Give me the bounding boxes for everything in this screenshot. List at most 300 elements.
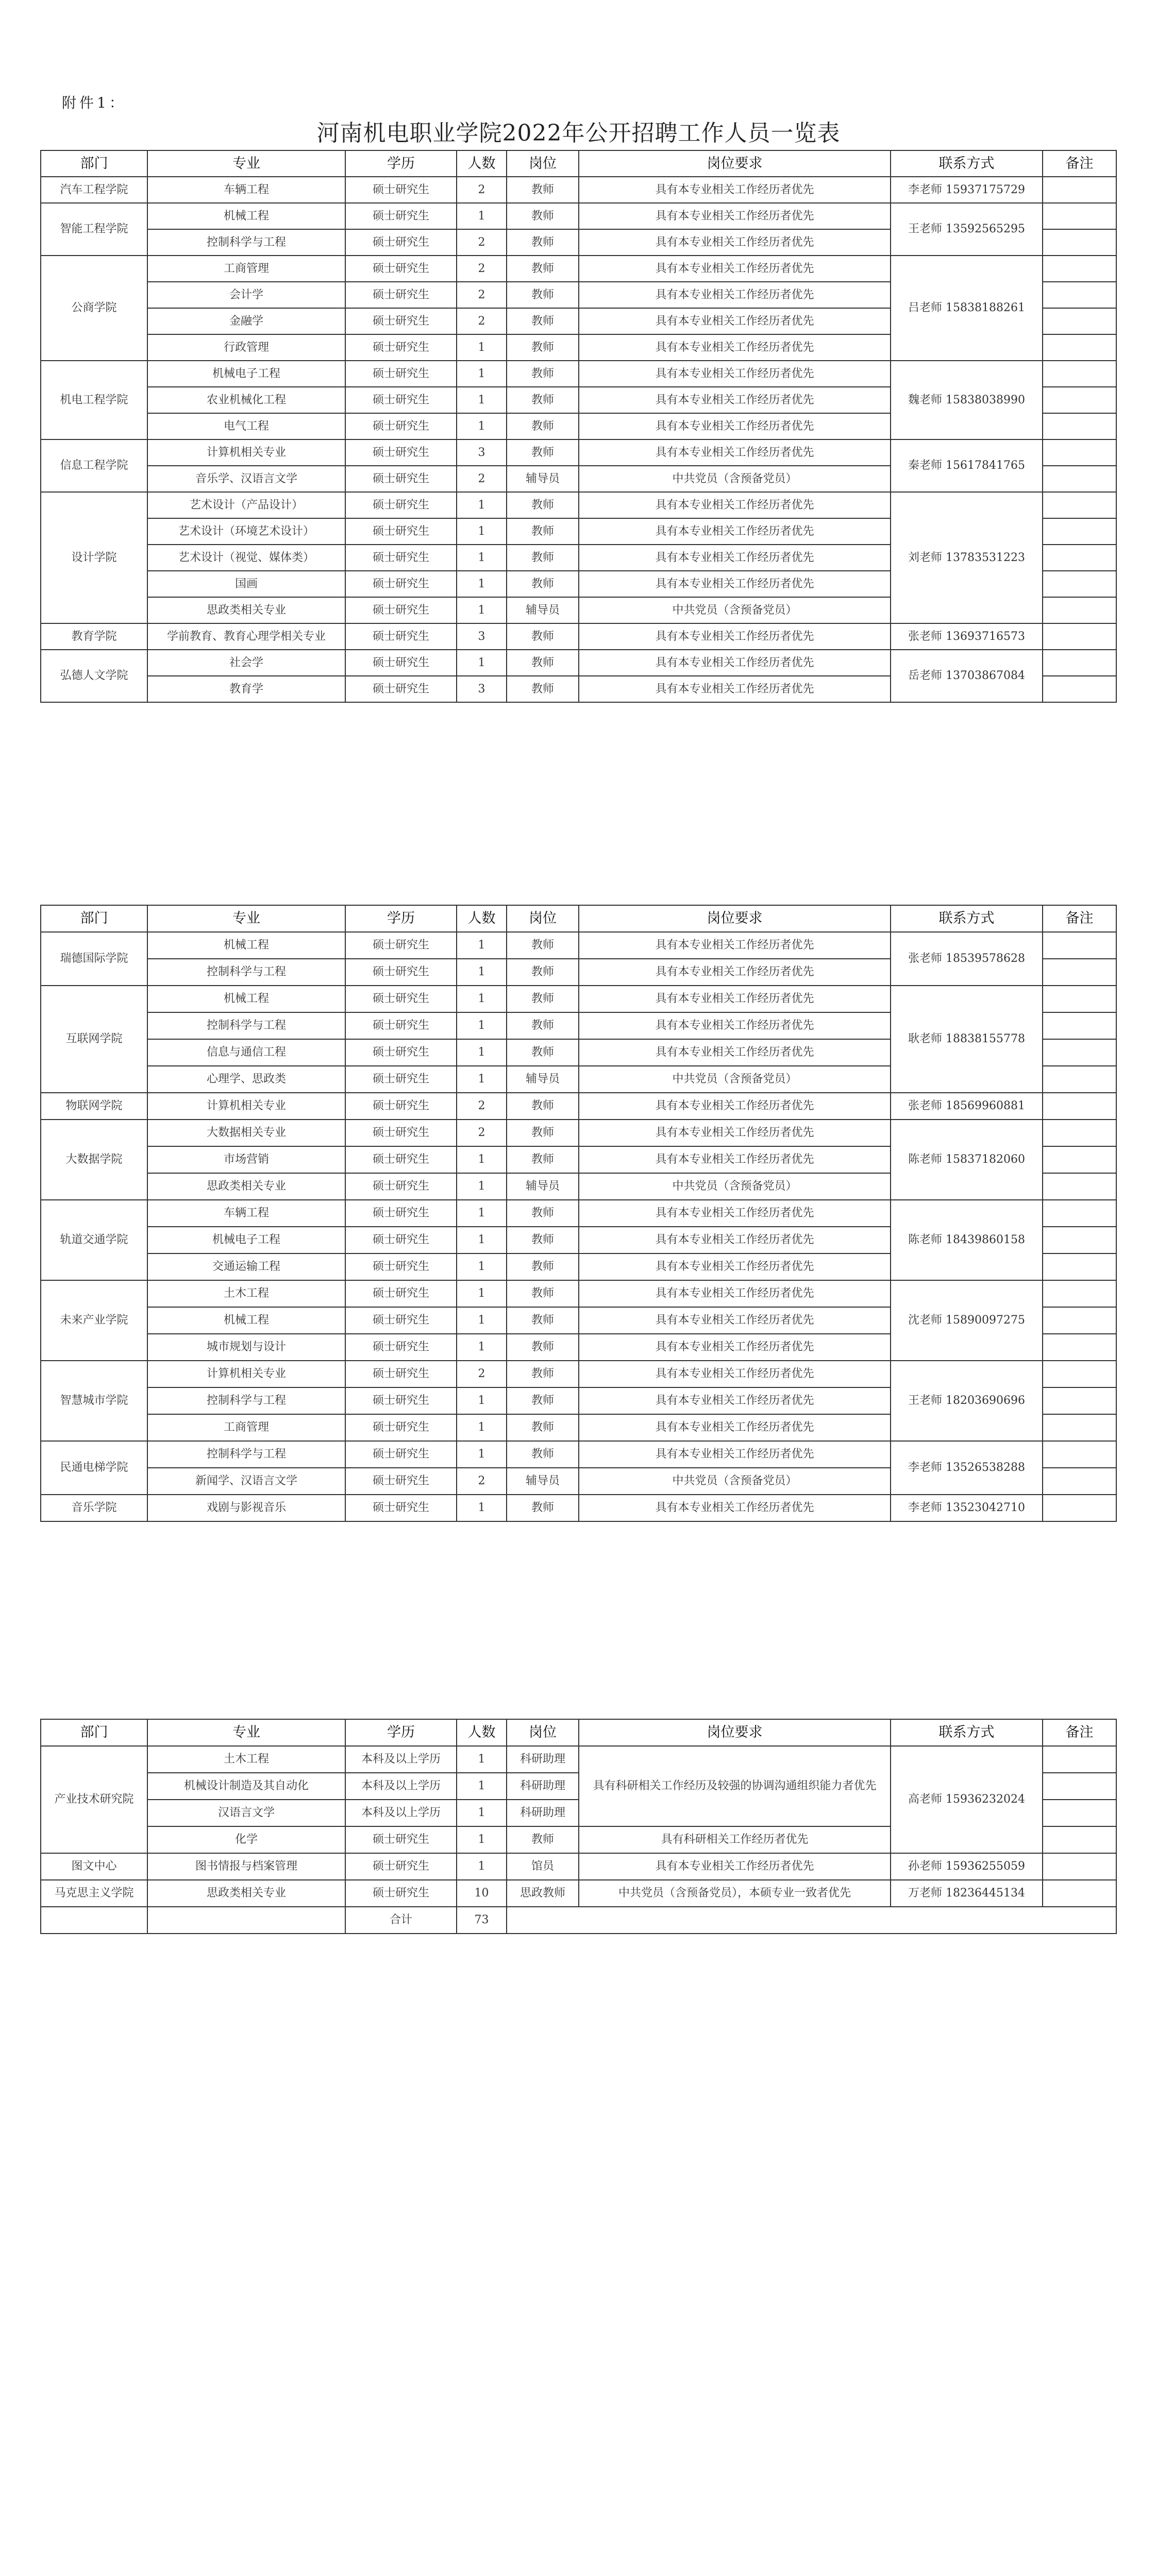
remarks-cell xyxy=(1043,1012,1116,1039)
position-cell: 教师 xyxy=(507,1253,579,1280)
remarks-cell xyxy=(1043,1280,1116,1307)
major-cell: 金融学 xyxy=(147,308,345,334)
education-cell: 硕士研究生 xyxy=(345,492,457,518)
education-cell: 硕士研究生 xyxy=(345,1387,457,1414)
table-row xyxy=(41,1200,1116,1227)
position-cell: 辅导员 xyxy=(507,597,579,623)
department-cell: 智慧城市学院 xyxy=(41,1361,147,1441)
table-row xyxy=(41,256,1116,282)
education-cell: 硕士研究生 xyxy=(345,1120,457,1146)
position-cell: 教师 xyxy=(507,623,579,650)
total-count-cell: 73 xyxy=(457,1907,507,1934)
requirements-cell: 具有本专业相关工作经历者优先 xyxy=(579,986,891,1012)
count-cell: 1 xyxy=(457,1146,507,1173)
requirements-cell: 具有本专业相关工作经历者优先 xyxy=(579,1039,891,1066)
department-cell: 音乐学院 xyxy=(41,1495,147,1521)
major-cell: 机械工程 xyxy=(147,1307,345,1334)
position-cell: 辅导员 xyxy=(507,1066,579,1093)
position-cell: 教师 xyxy=(507,1387,579,1414)
department-cell: 教育学院 xyxy=(41,623,147,650)
major-cell: 计算机相关专业 xyxy=(147,1361,345,1387)
requirements-cell: 具有科研相关工作经历者优先 xyxy=(579,1826,891,1853)
education-cell: 硕士研究生 xyxy=(345,571,457,597)
education-cell: 硕士研究生 xyxy=(345,308,457,334)
remarks-cell xyxy=(1043,229,1116,256)
requirements-cell: 具有本专业相关工作经历者优先 xyxy=(579,177,891,203)
remarks-cell xyxy=(1043,1387,1116,1414)
major-cell: 思政类相关专业 xyxy=(147,1880,345,1907)
education-cell: 硕士研究生 xyxy=(345,229,457,256)
position-cell: 教师 xyxy=(507,932,579,959)
remarks-cell xyxy=(1043,203,1116,229)
total-label-cell: 合计 xyxy=(345,1907,457,1934)
department-cell: 轨道交通学院 xyxy=(41,1200,147,1280)
remarks-cell xyxy=(1043,1253,1116,1280)
contact-cell: 刘老师 13783531223 xyxy=(891,492,1043,623)
contact-cell: 吕老师 15838188261 xyxy=(891,256,1043,361)
department-cell: 机电工程学院 xyxy=(41,361,147,439)
department-header: 部门 xyxy=(41,905,147,932)
requirements-cell: 具有本专业相关工作经历者优先 xyxy=(579,1495,891,1521)
requirements-cell: 具有本专业相关工作经历者优先 xyxy=(579,1307,891,1334)
position-cell: 教师 xyxy=(507,334,579,361)
remarks-cell xyxy=(1043,387,1116,413)
count-cell: 1 xyxy=(457,1066,507,1093)
contact-cell: 万老师 18236445134 xyxy=(891,1880,1043,1907)
contact-cell: 陈老师 15837182060 xyxy=(891,1120,1043,1200)
requirements-cell: 中共党员（含预备党员），本硕专业一致者优先 xyxy=(579,1880,891,1907)
contact-cell: 王老师 13592565295 xyxy=(891,203,1043,256)
contact-header: 联系方式 xyxy=(891,905,1043,932)
education-cell: 硕士研究生 xyxy=(345,650,457,676)
education-cell: 硕士研究生 xyxy=(345,545,457,571)
education-header: 学历 xyxy=(345,150,457,177)
contact-cell: 张老师 13693716573 xyxy=(891,623,1043,650)
department-cell: 智能工程学院 xyxy=(41,203,147,256)
remarks-cell xyxy=(1043,1120,1116,1146)
position-cell: 教师 xyxy=(507,361,579,387)
requirements-header: 岗位要求 xyxy=(579,150,891,177)
table-row xyxy=(41,492,1116,518)
contact-cell: 耿老师 18838155778 xyxy=(891,986,1043,1093)
position-cell: 教师 xyxy=(507,203,579,229)
count-cell: 1 xyxy=(457,492,507,518)
remarks-cell xyxy=(1043,466,1116,492)
count-cell: 2 xyxy=(457,1361,507,1387)
education-cell: 硕士研究生 xyxy=(345,986,457,1012)
table-row xyxy=(41,1853,1116,1880)
requirements-cell: 中共党员（含预备党员） xyxy=(579,466,891,492)
position-cell: 教师 xyxy=(507,650,579,676)
major-cell: 机械电子工程 xyxy=(147,1227,345,1253)
education-cell: 硕士研究生 xyxy=(345,959,457,986)
total-empty-cell xyxy=(147,1907,345,1934)
education-cell: 硕士研究生 xyxy=(345,334,457,361)
education-cell: 硕士研究生 xyxy=(345,203,457,229)
requirements-cell: 具有本专业相关工作经历者优先 xyxy=(579,361,891,387)
table-row xyxy=(41,1361,1116,1387)
position-cell: 教师 xyxy=(507,1200,579,1227)
education-cell: 硕士研究生 xyxy=(345,1066,457,1093)
education-cell: 硕士研究生 xyxy=(345,466,457,492)
department-cell: 马克思主义学院 xyxy=(41,1880,147,1907)
education-cell: 本科及以上学历 xyxy=(345,1746,457,1773)
major-cell: 交通运输工程 xyxy=(147,1253,345,1280)
remarks-cell xyxy=(1043,1334,1116,1361)
contact-cell: 王老师 18203690696 xyxy=(891,1361,1043,1441)
position-cell: 教师 xyxy=(507,439,579,466)
count-cell: 3 xyxy=(457,623,507,650)
department-cell: 信息工程学院 xyxy=(41,439,147,492)
education-cell: 硕士研究生 xyxy=(345,1307,457,1334)
requirements-cell: 具有本专业相关工作经历者优先 xyxy=(579,334,891,361)
position-cell: 科研助理 xyxy=(507,1746,579,1773)
major-cell: 控制科学与工程 xyxy=(147,959,345,986)
recruitment-table-1 xyxy=(40,150,1117,703)
requirements-cell: 具有本专业相关工作经历者优先 xyxy=(579,1280,891,1307)
major-cell: 土木工程 xyxy=(147,1746,345,1773)
position-cell: 教师 xyxy=(507,545,579,571)
remarks-cell xyxy=(1043,545,1116,571)
remarks-cell xyxy=(1043,1826,1116,1853)
count-cell: 1 xyxy=(457,1173,507,1200)
count-cell: 1 xyxy=(457,1853,507,1880)
position-cell: 教师 xyxy=(507,1414,579,1441)
department-cell: 大数据学院 xyxy=(41,1120,147,1200)
major-cell: 思政类相关专业 xyxy=(147,597,345,623)
count-cell: 1 xyxy=(457,1387,507,1414)
requirements-cell: 具有本专业相关工作经历者优先 xyxy=(579,387,891,413)
count-cell: 2 xyxy=(457,466,507,492)
count-cell: 1 xyxy=(457,1495,507,1521)
education-cell: 硕士研究生 xyxy=(345,361,457,387)
count-cell: 2 xyxy=(457,177,507,203)
major-cell: 计算机相关专业 xyxy=(147,439,345,466)
requirements-cell: 具有本专业相关工作经历者优先 xyxy=(579,203,891,229)
requirements-cell: 具有本专业相关工作经历者优先 xyxy=(579,1093,891,1120)
department-cell: 未来产业学院 xyxy=(41,1280,147,1361)
count-cell: 1 xyxy=(457,959,507,986)
major-cell: 化学 xyxy=(147,1826,345,1853)
department-cell: 民通电梯学院 xyxy=(41,1441,147,1495)
requirements-cell: 具有本专业相关工作经历者优先 xyxy=(579,1334,891,1361)
major-cell: 控制科学与工程 xyxy=(147,1441,345,1468)
major-cell: 心理学、思政类 xyxy=(147,1066,345,1093)
major-cell: 车辆工程 xyxy=(147,1200,345,1227)
count-header: 人数 xyxy=(457,150,507,177)
remarks-cell xyxy=(1043,1880,1116,1907)
table-row xyxy=(41,932,1116,959)
education-cell: 硕士研究生 xyxy=(345,1826,457,1853)
position-cell: 辅导员 xyxy=(507,1173,579,1200)
requirements-cell: 具有本专业相关工作经历者优先 xyxy=(579,676,891,702)
major-cell: 农业机械化工程 xyxy=(147,387,345,413)
remarks-cell xyxy=(1043,492,1116,518)
major-cell: 工商管理 xyxy=(147,256,345,282)
education-cell: 硕士研究生 xyxy=(345,1253,457,1280)
table-row xyxy=(41,1495,1116,1521)
education-cell: 硕士研究生 xyxy=(345,439,457,466)
major-cell: 音乐学、汉语言文学 xyxy=(147,466,345,492)
major-cell: 车辆工程 xyxy=(147,177,345,203)
count-cell: 1 xyxy=(457,1746,507,1773)
requirements-cell: 具有本专业相关工作经历者优先 xyxy=(579,1441,891,1468)
major-cell: 信息与通信工程 xyxy=(147,1039,345,1066)
table-row xyxy=(41,650,1116,676)
remarks-cell xyxy=(1043,1746,1116,1773)
major-cell: 汉语言文学 xyxy=(147,1800,345,1826)
position-cell: 教师 xyxy=(507,387,579,413)
count-header: 人数 xyxy=(457,905,507,932)
requirements-cell: 具有本专业相关工作经历者优先 xyxy=(579,308,891,334)
position-cell: 教师 xyxy=(507,1280,579,1307)
remarks-cell xyxy=(1043,1853,1116,1880)
count-cell: 1 xyxy=(457,1307,507,1334)
count-cell: 10 xyxy=(457,1880,507,1907)
table-row xyxy=(41,623,1116,650)
count-cell: 1 xyxy=(457,518,507,545)
education-cell: 硕士研究生 xyxy=(345,1280,457,1307)
total-empty-cell xyxy=(41,1907,147,1934)
major-cell: 工商管理 xyxy=(147,1414,345,1441)
table-row xyxy=(41,1441,1116,1468)
major-cell: 艺术设计（产品设计） xyxy=(147,492,345,518)
total-row xyxy=(41,1907,1116,1934)
remarks-cell xyxy=(1043,1173,1116,1200)
count-cell: 1 xyxy=(457,1280,507,1307)
requirements-cell: 具有本专业相关工作经历者优先 xyxy=(579,518,891,545)
remarks-cell xyxy=(1043,282,1116,308)
education-cell: 硕士研究生 xyxy=(345,597,457,623)
remarks-cell xyxy=(1043,1414,1116,1441)
department-cell: 产业技术研究院 xyxy=(41,1746,147,1853)
contact-header: 联系方式 xyxy=(891,1719,1043,1746)
table-row xyxy=(41,986,1116,1012)
education-cell: 硕士研究生 xyxy=(345,256,457,282)
requirements-cell: 具有本专业相关工作经历者优先 xyxy=(579,1853,891,1880)
count-cell: 1 xyxy=(457,597,507,623)
position-cell: 科研助理 xyxy=(507,1800,579,1826)
count-cell: 1 xyxy=(457,932,507,959)
count-cell: 2 xyxy=(457,308,507,334)
education-cell: 硕士研究生 xyxy=(345,1146,457,1173)
department-cell: 瑞德国际学院 xyxy=(41,932,147,986)
education-cell: 硕士研究生 xyxy=(345,1468,457,1495)
education-cell: 硕士研究生 xyxy=(345,1039,457,1066)
remarks-cell xyxy=(1043,1039,1116,1066)
position-cell: 教师 xyxy=(507,177,579,203)
count-cell: 1 xyxy=(457,1012,507,1039)
education-cell: 硕士研究生 xyxy=(345,1414,457,1441)
position-cell: 教师 xyxy=(507,1093,579,1120)
remarks-cell xyxy=(1043,986,1116,1012)
education-cell: 硕士研究生 xyxy=(345,1441,457,1468)
major-cell: 机械设计制造及其自动化 xyxy=(147,1773,345,1800)
total-empty-cell xyxy=(507,1907,1116,1934)
count-cell: 1 xyxy=(457,1800,507,1826)
education-cell: 硕士研究生 xyxy=(345,177,457,203)
major-cell: 国画 xyxy=(147,571,345,597)
remarks-cell xyxy=(1043,1200,1116,1227)
education-cell: 硕士研究生 xyxy=(345,387,457,413)
remarks-cell xyxy=(1043,959,1116,986)
education-cell: 硕士研究生 xyxy=(345,676,457,702)
count-cell: 1 xyxy=(457,413,507,439)
table-row xyxy=(41,177,1116,203)
count-cell: 1 xyxy=(457,650,507,676)
remarks-cell xyxy=(1043,1066,1116,1093)
department-cell: 弘德人文学院 xyxy=(41,650,147,702)
education-cell: 硕士研究生 xyxy=(345,1093,457,1120)
major-cell: 控制科学与工程 xyxy=(147,1012,345,1039)
table-row xyxy=(41,1746,1116,1773)
department-cell: 汽车工程学院 xyxy=(41,177,147,203)
position-cell: 教师 xyxy=(507,1361,579,1387)
remarks-cell xyxy=(1043,1468,1116,1495)
department-cell: 物联网学院 xyxy=(41,1093,147,1120)
major-cell: 机械工程 xyxy=(147,203,345,229)
requirements-cell: 具有本专业相关工作经历者优先 xyxy=(579,256,891,282)
table-header-row xyxy=(41,1719,1116,1746)
requirements-cell: 具有本专业相关工作经历者优先 xyxy=(579,1253,891,1280)
position-cell: 教师 xyxy=(507,413,579,439)
position-cell: 馆员 xyxy=(507,1853,579,1880)
count-cell: 2 xyxy=(457,1093,507,1120)
major-cell: 艺术设计（环境艺术设计） xyxy=(147,518,345,545)
major-cell: 机械电子工程 xyxy=(147,361,345,387)
requirements-cell: 具有本专业相关工作经历者优先 xyxy=(579,229,891,256)
contact-cell: 沈老师 15890097275 xyxy=(891,1280,1043,1361)
count-cell: 1 xyxy=(457,1773,507,1800)
remarks-cell xyxy=(1043,361,1116,387)
remarks-cell xyxy=(1043,1093,1116,1120)
contact-cell: 高老师 15936232024 xyxy=(891,1746,1043,1853)
education-cell: 硕士研究生 xyxy=(345,1173,457,1200)
department-header: 部门 xyxy=(41,1719,147,1746)
count-cell: 1 xyxy=(457,334,507,361)
major-cell: 机械工程 xyxy=(147,932,345,959)
requirements-cell: 具有本专业相关工作经历者优先 xyxy=(579,1361,891,1387)
remarks-cell xyxy=(1043,650,1116,676)
table-row xyxy=(41,203,1116,229)
requirements-cell: 具有本专业相关工作经历者优先 xyxy=(579,439,891,466)
remarks-cell xyxy=(1043,623,1116,650)
remarks-cell xyxy=(1043,1307,1116,1334)
contact-cell: 李老师 13523042710 xyxy=(891,1495,1043,1521)
table-row xyxy=(41,361,1116,387)
remarks-cell xyxy=(1043,334,1116,361)
table-header-row xyxy=(41,150,1116,177)
count-cell: 3 xyxy=(457,676,507,702)
major-cell: 行政管理 xyxy=(147,334,345,361)
major-cell: 教育学 xyxy=(147,676,345,702)
position-cell: 教师 xyxy=(507,1012,579,1039)
remarks-cell xyxy=(1043,256,1116,282)
position-cell: 教师 xyxy=(507,308,579,334)
education-cell: 硕士研究生 xyxy=(345,1012,457,1039)
education-cell: 硕士研究生 xyxy=(345,413,457,439)
education-cell: 本科及以上学历 xyxy=(345,1773,457,1800)
recruitment-table-2 xyxy=(40,905,1117,1522)
requirements-cell: 中共党员（含预备党员） xyxy=(579,597,891,623)
contact-cell: 魏老师 15838038990 xyxy=(891,361,1043,439)
remarks-cell xyxy=(1043,1800,1116,1826)
requirements-cell: 中共党员（含预备党员） xyxy=(579,1066,891,1093)
education-header: 学历 xyxy=(345,1719,457,1746)
education-cell: 本科及以上学历 xyxy=(345,1800,457,1826)
remarks-cell xyxy=(1043,676,1116,702)
education-cell: 硕士研究生 xyxy=(345,1361,457,1387)
count-cell: 1 xyxy=(457,361,507,387)
contact-header: 联系方式 xyxy=(891,150,1043,177)
contact-cell: 孙老师 15936255059 xyxy=(891,1853,1043,1880)
position-cell: 教师 xyxy=(507,959,579,986)
count-cell: 1 xyxy=(457,203,507,229)
remarks-cell xyxy=(1043,1361,1116,1387)
education-cell: 硕士研究生 xyxy=(345,1495,457,1521)
requirements-cell: 具有本专业相关工作经历者优先 xyxy=(579,571,891,597)
position-cell: 教师 xyxy=(507,1039,579,1066)
requirements-cell: 具有本专业相关工作经历者优先 xyxy=(579,545,891,571)
department-cell: 公商学院 xyxy=(41,256,147,361)
position-cell: 教师 xyxy=(507,1227,579,1253)
count-cell: 1 xyxy=(457,1414,507,1441)
count-header: 人数 xyxy=(457,1719,507,1746)
requirements-cell: 中共党员（含预备党员） xyxy=(579,1468,891,1495)
major-cell: 计算机相关专业 xyxy=(147,1093,345,1120)
contact-cell: 李老师 15937175729 xyxy=(891,177,1043,203)
position-header: 岗位 xyxy=(507,150,579,177)
count-cell: 2 xyxy=(457,282,507,308)
major-cell: 控制科学与工程 xyxy=(147,229,345,256)
remarks-cell xyxy=(1043,1227,1116,1253)
education-header: 学历 xyxy=(345,905,457,932)
count-cell: 1 xyxy=(457,1441,507,1468)
position-cell: 教师 xyxy=(507,676,579,702)
count-cell: 1 xyxy=(457,1334,507,1361)
remarks-header: 备注 xyxy=(1043,150,1116,177)
major-header: 专业 xyxy=(147,150,345,177)
annex-label: 附件1： xyxy=(62,94,127,111)
requirements-cell: 具有本专业相关工作经历者优先 xyxy=(579,1120,891,1146)
remarks-cell xyxy=(1043,932,1116,959)
count-cell: 1 xyxy=(457,1227,507,1253)
contact-cell: 张老师 18539578628 xyxy=(891,932,1043,986)
requirements-cell: 具有本专业相关工作经历者优先 xyxy=(579,413,891,439)
department-cell: 图文中心 xyxy=(41,1853,147,1880)
table-row xyxy=(41,1120,1116,1146)
count-cell: 2 xyxy=(457,1468,507,1495)
requirements-cell: 具有本专业相关工作经历者优先 xyxy=(579,1146,891,1173)
education-cell: 硕士研究生 xyxy=(345,1853,457,1880)
count-cell: 1 xyxy=(457,387,507,413)
major-cell: 新闻学、汉语言文学 xyxy=(147,1468,345,1495)
requirements-cell: 具有本专业相关工作经历者优先 xyxy=(579,492,891,518)
remarks-header: 备注 xyxy=(1043,905,1116,932)
count-cell: 1 xyxy=(457,545,507,571)
department-cell: 设计学院 xyxy=(41,492,147,623)
remarks-cell xyxy=(1043,308,1116,334)
remarks-cell xyxy=(1043,571,1116,597)
contact-cell: 李老师 13526538288 xyxy=(891,1441,1043,1495)
remarks-cell xyxy=(1043,1773,1116,1800)
page-title: 河南机电职业学院2022年公开招聘工作人员一览表 xyxy=(316,120,841,146)
major-cell: 市场营销 xyxy=(147,1146,345,1173)
position-cell: 教师 xyxy=(507,1120,579,1146)
contact-cell: 岳老师 13703867084 xyxy=(891,650,1043,702)
position-cell: 科研助理 xyxy=(507,1773,579,1800)
position-cell: 教师 xyxy=(507,1334,579,1361)
